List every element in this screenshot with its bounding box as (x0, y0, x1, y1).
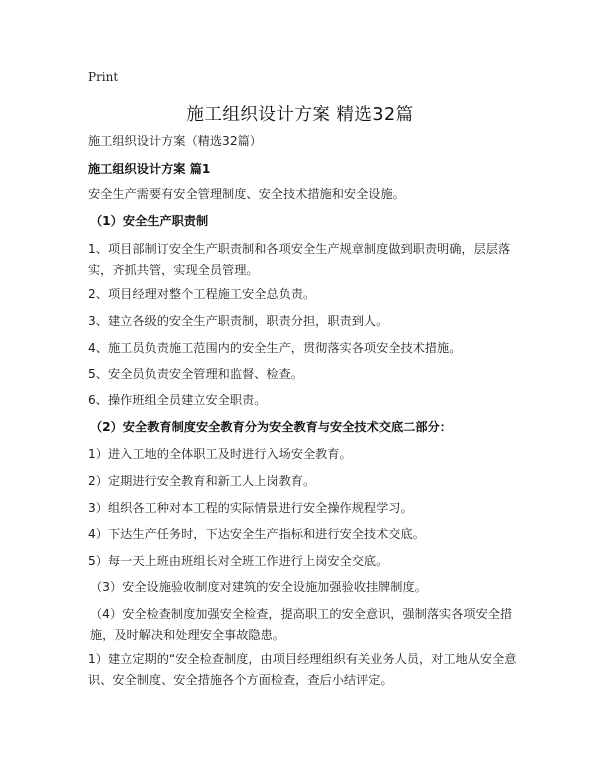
list-item: 2、项目经理对整个工程施工安全总负责。 (88, 287, 316, 301)
list-item: 5）每一天上班由班组长对全班工作进行上岗安全交底。 (88, 554, 389, 568)
part3-paragraph: （3）安全设施验收制度对建筑的安全设施加强验收挂牌制度。 (90, 580, 427, 594)
list-item: 2）定期进行安全教育和新工人上岗教育。 (88, 474, 316, 488)
intro-paragraph: 安全生产需要有安全管理制度、安全技术措施和安全设施。 (88, 187, 405, 201)
list-item: 1）进入工地的全体职工及时进行入场安全教育。 (88, 447, 352, 461)
part1-heading: （1）安全生产职责制 (90, 214, 209, 228)
list-item: 3）组织各工种对本工程的实际情景进行安全操作规程学习。 (88, 501, 413, 515)
part4-paragraph: （4）安全检查制度加强安全检查，提高职工的安全意识，强制落实各项安全措施，及时解决和处理安全事故隐患。 (90, 607, 513, 642)
list-item: 6、操作班组全员建立安全职责。 (88, 393, 267, 407)
part2-heading: （2）安全教育制度安全教育分为安全教育与安全技术交底二部分： (90, 420, 452, 434)
list-item: 1、项目部制订安全生产职责制和各项安全生产规章制度做到职责明确，层层落实，齐抓共管，实现全员管理。 (88, 242, 511, 277)
list-item: 4、施工员负责施工范围内的安全生产，贯彻落实各项安全技术措施。 (88, 341, 462, 355)
print-label[interactable]: Print (88, 70, 119, 84)
document-subtitle: 施工组织设计方案（精选32篇） (88, 134, 262, 148)
list-item: 5、安全员负责安全管理和监督、检查。 (88, 367, 303, 381)
section-heading: 施工组织设计方案 篇1 (88, 162, 211, 176)
list-item: 3、建立各级的安全生产职责制，职责分担，职责到人。 (88, 314, 389, 328)
list-item: 1）建立定期的“安全检查制度，由项目经理组织有关业务人员，对工地从安全意识、安全制度、安全措施各个方面检查，查后小结评定。 (88, 652, 517, 687)
document-title: 施工组织设计方案 精选32篇 (186, 105, 414, 125)
list-item: 4）下达生产任务时，下达安全生产指标和进行安全技术交底。 (88, 527, 425, 541)
